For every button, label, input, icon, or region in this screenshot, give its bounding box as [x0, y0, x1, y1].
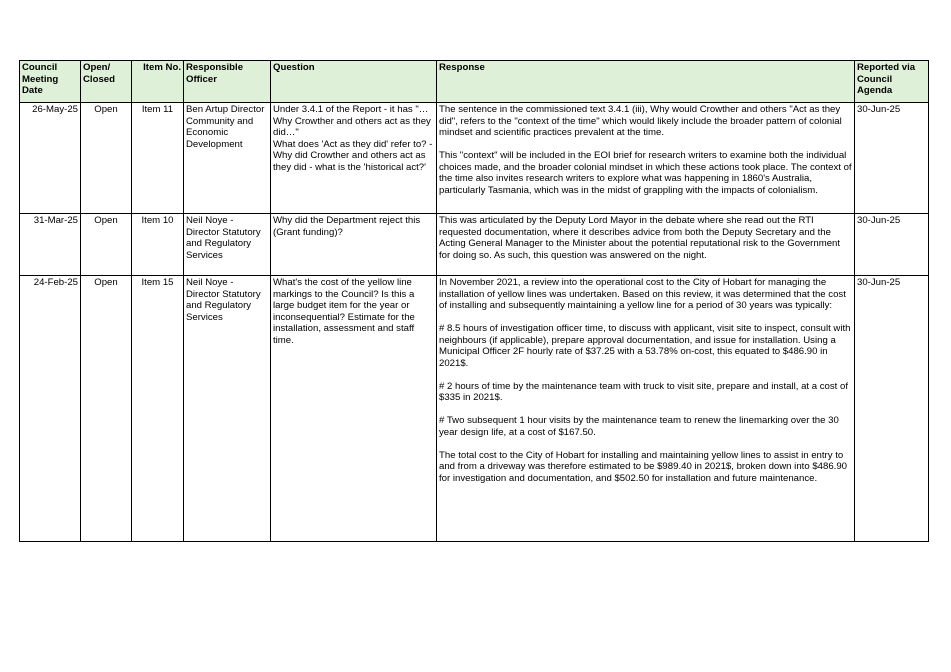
table-row — [20, 214, 929, 276]
question-body: Under 3.4.1 of the Report - it has "…Why Crowther and others act as they did…" What does 'Act as they did' refer to? - Why did Crowther and others act as they did - what is the 'historical act?' — [273, 104, 433, 173]
header-item-no: Item No. — [132, 61, 184, 103]
question-text — [271, 103, 437, 214]
header-open-closed: Open/ Closed — [81, 61, 132, 103]
response-paragraph: # 2 hours of time by the maintenance team with truck to visit site, prepare and install, at a cost of $335 in 2021$. — [439, 380, 851, 403]
responsible-officer: Neil Noye - Director Statutory and Regulatory Services — [184, 276, 271, 542]
response-text — [437, 214, 855, 276]
header-question: Question — [271, 61, 437, 103]
response-paragraph: In November 2021, a review into the operational cost to the City of Hobart for managing the installation of yellow lines was undertaken. Based on this review, it was determined that the cost of installing and subsequently maintaining a yellow line for a period of 30 years was typically: — [439, 277, 849, 311]
status: Open — [81, 276, 132, 542]
response-paragraph: The sentence in the commissioned text 3.4.1 (iii), Why would Crowther and others "Act as they did", refers to the "context of the time" which would likely include the broader pattern of colonial mindset and scientific practices prevalent at the time. — [439, 104, 845, 138]
responsible-officer: Ben Artup Director Community and Economic Development — [184, 103, 271, 214]
reported-date: 30-Jun-25 — [855, 103, 929, 214]
response-paragraph: # 8.5 hours of investigation officer time, to discuss with applicant, visit site to inspect, consult with neighbours (if applicable), prepare approval documentation, and issue for installation. Using a Municipal Officer 2F hourly rate of $37.25 with a 53.78% on-cost, this equated to $486.90 in 2021$. — [439, 323, 854, 369]
header-response: Response — [437, 61, 855, 103]
header-reported-via: Reported via Council Agenda — [855, 61, 929, 103]
status: Open — [81, 214, 132, 276]
header-meeting-date: Council Meeting Date — [20, 61, 81, 103]
item-number: Item 15 — [132, 276, 184, 542]
responsible-officer: Neil Noye - Director Statutory and Regulatory Services — [184, 214, 271, 276]
response-paragraph: # Two subsequent 1 hour visits by the maintenance team to renew the linemarking over the 30 year design life, at a cost of $167.50. — [439, 415, 842, 438]
header-responsible-officer: Responsible Officer — [184, 61, 271, 103]
reported-date: 30-Jun-25 — [855, 276, 929, 542]
response-text — [437, 276, 855, 542]
table-row — [20, 103, 929, 214]
header-row — [20, 61, 929, 103]
meeting-date: 24-Feb-25 — [20, 276, 81, 542]
question-text — [271, 276, 437, 542]
response-paragraph: This "context" will be included in the EOI brief for research writers to examine both the individual choices made, and the broader colonial mindset in which these actions took place. The context of the time also invites research writers to explore what was happening in 1860's Australia, particularly Tasmania, which was in the midst of grappling with the impacts of colonialism. — [439, 150, 855, 196]
item-number: Item 11 — [132, 103, 184, 214]
questions-table — [19, 60, 929, 542]
response-text — [437, 103, 855, 214]
question-text — [271, 214, 437, 276]
response-paragraph: The total cost to the City of Hobart for installing and maintaining yellow lines to assist in entry to and from a driveway was therefore estimated to be $989.40 in 2021$, broken down into $486.90 for investigation and documentation, and $502.50 for installation and future maintenance. — [439, 449, 850, 484]
status: Open — [81, 103, 132, 214]
item-number: Item 10 — [132, 214, 184, 276]
meeting-date: 31-Mar-25 — [20, 214, 81, 276]
meeting-date: 26-May-25 — [20, 103, 81, 214]
reported-date: 30-Jun-25 — [855, 214, 929, 276]
table-row — [20, 276, 929, 542]
response-paragraph: This was articulated by the Deputy Lord Mayor in the debate where she read out the RTI requested documentation, where it describes advice from both the Deputy Secretary and the Acting General Manager to the Minister about the potential reputational risk to the Government for doing so. As such, this question was answered on the night. — [439, 215, 843, 261]
question-body: Why did the Department reject this (Grant funding)? — [273, 215, 423, 238]
question-body: What's the cost of the yellow line markings to the Council? Is this a large budget item for the year or inconsequential? Estimate for the installation, assessment and staff time. — [273, 277, 418, 346]
